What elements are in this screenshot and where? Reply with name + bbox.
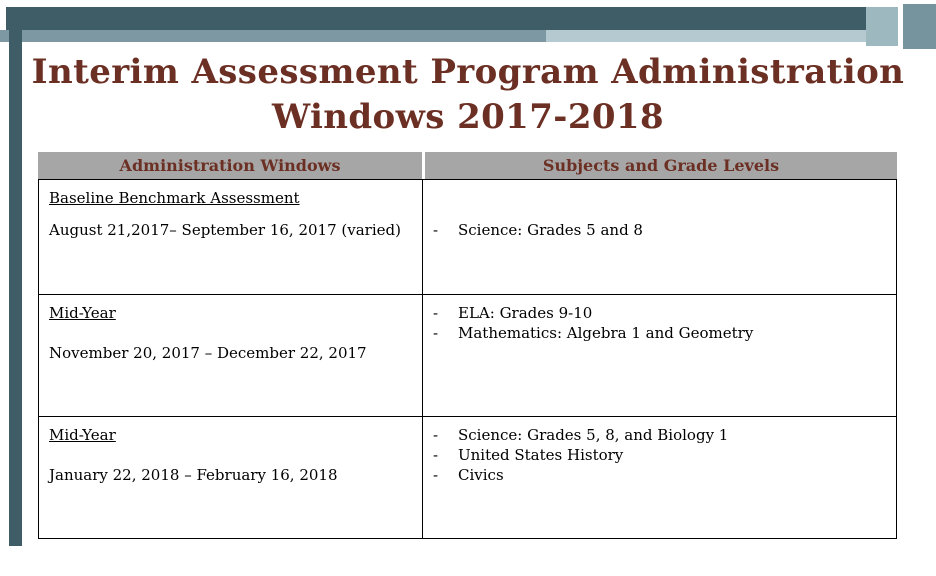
list-dash: -: [433, 324, 439, 342]
window-cell: [39, 295, 423, 416]
table-row: [39, 295, 896, 417]
slide-title-line-1: Interim Assessment Program Administration: [31, 52, 905, 92]
list-dash: -: [433, 221, 439, 239]
top-banner-corner-block: [903, 4, 936, 49]
subjects-list: [433, 303, 886, 343]
window-dates: November 20, 2017 – December 22, 2017: [49, 344, 367, 362]
subjects-list: [433, 425, 886, 485]
table-body: [38, 179, 897, 539]
subjects-cell: [423, 417, 896, 538]
subject-label: Science: Grades 5, 8, and Biology 1: [458, 426, 729, 444]
list-dash: -: [433, 304, 439, 322]
window-dates: August 21,2017– September 16, 2017 (varied): [49, 221, 401, 239]
table-row: [39, 180, 896, 295]
subject-label: Civics: [458, 466, 504, 484]
window-heading: Mid-Year: [49, 426, 116, 444]
slide-title: [30, 50, 906, 140]
header-administration-windows: Administration Windows: [38, 152, 422, 179]
subject-item: [433, 220, 886, 240]
subject-label: ELA: Grades 9-10: [458, 304, 593, 322]
top-banner-light-bar: [546, 30, 866, 42]
subjects-cell: [423, 180, 896, 294]
subject-item: [433, 465, 886, 485]
subject-label: United States History: [458, 446, 624, 464]
top-banner-corner-light-block: [866, 7, 898, 46]
subject-label: Mathematics: Algebra 1 and Geometry: [458, 324, 754, 342]
subjects-list: [433, 188, 886, 240]
subject-item: [433, 303, 886, 323]
subject-item: [433, 445, 886, 465]
window-cell: [39, 180, 423, 294]
window-cell: [39, 417, 423, 538]
list-dash: -: [433, 446, 439, 464]
table-row: [39, 417, 896, 538]
subjects-cell: [423, 295, 896, 416]
left-edge-bar: [9, 7, 22, 546]
window-heading: Baseline Benchmark Assessment: [49, 189, 300, 207]
list-dash: -: [433, 466, 439, 484]
subject-label: Science: Grades 5 and 8: [458, 221, 643, 239]
table-header-row: [38, 152, 897, 179]
assessment-table: [38, 152, 897, 539]
window-heading: Mid-Year: [49, 304, 116, 322]
subject-item: [433, 425, 886, 445]
subject-item: [433, 323, 886, 343]
list-dash: -: [433, 426, 439, 444]
window-dates: January 22, 2018 – February 16, 2018: [49, 466, 338, 484]
slide-title-line-2: Windows 2017-2018: [271, 97, 665, 137]
header-subjects-grade-levels: Subjects and Grade Levels: [425, 152, 897, 179]
top-banner-dark-bar: [6, 7, 936, 30]
